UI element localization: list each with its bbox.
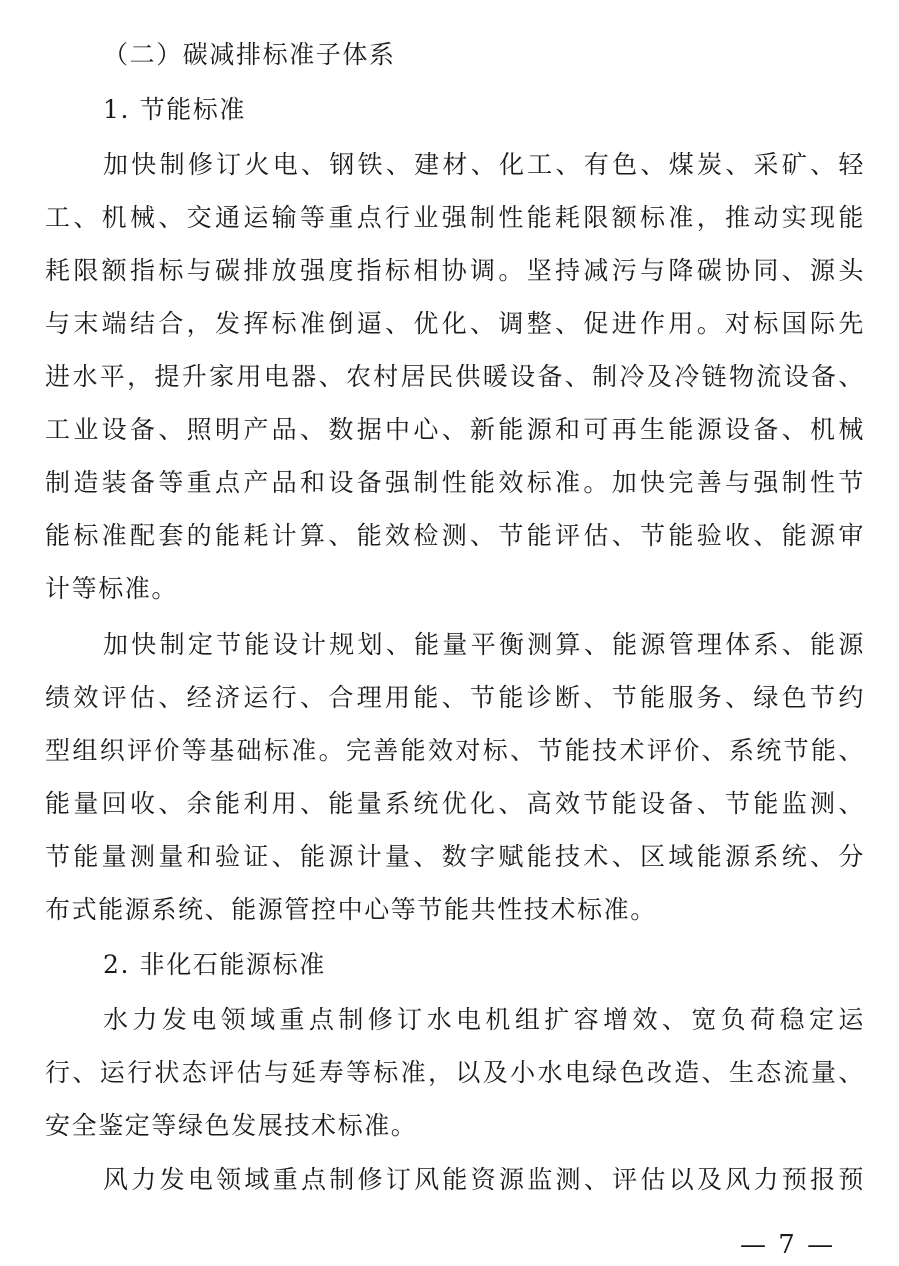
subsection-heading: 1. 节能标准	[103, 95, 246, 124]
paragraph-line: 安全鉴定等绿色发展技术标准。	[45, 1111, 418, 1140]
paragraph-line: 风力发电领域重点制修订风能资源监测、评估以及风力预报预	[103, 1165, 865, 1194]
paragraph-line: 节能量测量和验证、能源计量、数字赋能技术、区域能源系统、分	[45, 842, 865, 871]
paragraph-line: 布式能源系统、能源管控中心等节能共性技术标准。	[45, 895, 657, 924]
paragraph-line: 工、机械、交通运输等重点行业强制性能耗限额标准，推动实现能	[45, 203, 865, 232]
paragraph-line: 加快制定节能设计规划、能量平衡测算、能源管理体系、能源	[103, 630, 865, 659]
paragraph-line: 进水平，提升家用电器、农村居民供暖设备、制冷及冷链物流设备、	[45, 362, 865, 391]
paragraph-line: 制造装备等重点产品和设备强制性能效标准。加快完善与强制性节	[45, 468, 865, 497]
subsection-heading: 2. 非化石能源标准	[103, 950, 326, 979]
paragraph-line: 计等标准。	[45, 574, 179, 603]
paragraph-line: 与末端结合，发挥标准倒逼、优化、调整、促进作用。对标国际先	[45, 309, 865, 338]
paragraph-line: 绩效评估、经济运行、合理用能、节能诊断、节能服务、绿色节约	[45, 683, 865, 712]
paragraph-line: 工业设备、照明产品、数据中心、新能源和可再生能源设备、机械	[45, 415, 865, 444]
paragraph-line: 耗限额指标与碳排放强度指标相协调。坚持减污与降碳协同、源头	[45, 256, 865, 285]
paragraph-line: 能标准配套的能耗计算、能效检测、节能评估、节能验收、能源审	[45, 521, 865, 550]
paragraph-line: 型组织评价等基础标准。完善能效对标、节能技术评价、系统节能、	[45, 736, 865, 765]
paragraph-line: 加快制修订火电、钢铁、建材、化工、有色、煤炭、采矿、轻	[103, 150, 865, 179]
paragraph-line: 能量回收、余能利用、能量系统优化、高效节能设备、节能监测、	[45, 789, 865, 818]
page-number: — 7 —	[740, 1230, 836, 1260]
paragraph-line: 行、运行状态评估与延寿等标准，以及小水电绿色改造、生态流量、	[45, 1058, 865, 1087]
paragraph-line: 水力发电领域重点制修订水电机组扩容增效、宽负荷稳定运	[103, 1005, 865, 1034]
section-heading: （二）碳减排标准子体系	[103, 40, 396, 69]
